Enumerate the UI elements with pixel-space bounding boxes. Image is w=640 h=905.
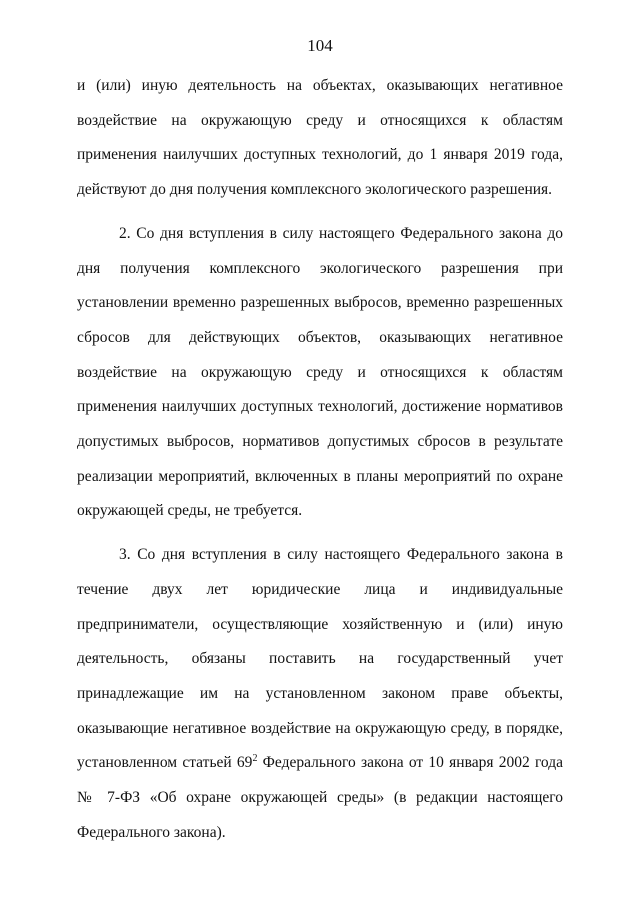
- document-body: [77, 69, 563, 850]
- paragraph-item-3: [77, 538, 563, 850]
- paragraph-item-2: 2. Со дня вступления в силу настоящего Федерального закона до дня получения комплексного экологического разрешения при установлении временно разрешенных выбросов, временно разрешенных сбросов для действующих объектов, оказывающих негативное воздействие на окружающую среду и относящихся к областям применения наилучших доступных технологий, достижение нормативов допустимых выбросов, нормативов допустимых сбросов в результате реализации мероприятий, включенных в планы мероприятий по охране окружающей среды, не требуется.: [77, 224, 563, 520]
- article-superscript: 2: [252, 753, 258, 765]
- paragraph-item-3-text-after: Федерального закона от 10 января 2002 года № 7-ФЗ «Об охране окружающей среды» (в редакции настоящего Федерального закона).: [77, 754, 564, 841]
- paragraph-item-3-text-before: 3. Со дня вступления в силу настоящего Федерального закона в течение двух лет юридические лица и индивидуальные предприниматели, осуществляющие хозяйственную и (или) иную деятельность, обязаны поставить на государственный учет принадлежащие им на установленном законом праве объекты, оказывающие негативное воздействие на окружающую среду, в порядке, установленном статьей 69: [77, 546, 563, 772]
- page-number: 104: [307, 36, 333, 55]
- paragraph-continuation: и (или) иную деятельность на объектах, оказывающих негативное воздействие на окружающую среду и относящихся к областям применения наилучших доступных технологий, до 1 января 2019 года, действуют до дня получения комплексного экологического разрешения.: [77, 77, 563, 199]
